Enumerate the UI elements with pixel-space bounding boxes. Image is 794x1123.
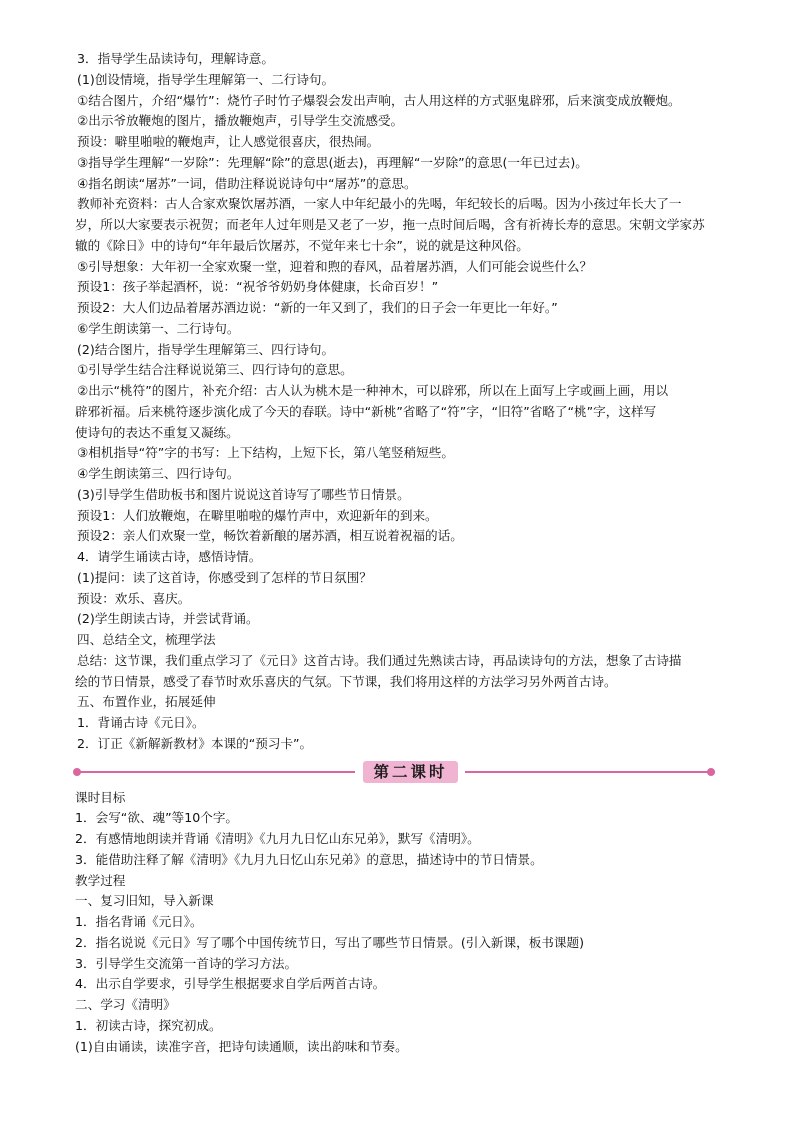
text-line: ⑤引导想象：大年初一全家欢聚一堂，迎着和煦的春风，品着屠苏酒，人们可能会说些什么？: [77, 258, 593, 274]
text-line: ③相机指导“符”字的书写：上下结构，上短下长，第八笔竖稍短些。: [77, 445, 454, 461]
text-line: 2．指名说说《元日》写了哪个中国传统节日，写出了哪些节日情景。(引入新课，板书课题): [75, 934, 584, 950]
text-line: ③指导学生理解“一岁除”：先理解“除”的意思(逝去)，再理解“一岁除”的意思(一年已过去)。: [77, 154, 588, 170]
text-line: 预设：欢乐、喜庆。: [77, 590, 191, 606]
text-line: 3．引导学生交流第一首诗的学习方法。: [75, 955, 298, 971]
text-line: 辟邪祈福。后来桃符逐步演化成了今天的春联。诗中“新桃”省略了“符”字，“旧符”省略了“桃”字，这样写: [75, 403, 657, 419]
text-line: 岁，所以大家要表示祝贺；而老年人过年则是又老了一岁，拖一点时间后喝，含有祈祷长寿的意思。宋朝文学家苏: [75, 217, 705, 232]
text-line: (3)引导学生借助板书和图片说说这首诗写了哪些节日情景。: [77, 486, 410, 502]
text-line: (1)提问：读了这首诗，你感受到了怎样的节日氛围？: [77, 569, 372, 585]
text-line: ②出示爷放鞭炮的图片，播放鞭炮声，引导学生交流感受。: [77, 113, 404, 129]
document-body: [75, 49, 747, 1057]
lesson-part-one: [75, 49, 747, 755]
text-line: 预设2：大人们边品着屠苏酒边说：“新的一年又到了，我们的日子会一年更比一年好。”: [77, 300, 558, 315]
text-line: ⑥学生朗读第一、二行诗句。: [77, 320, 240, 336]
text-line: 2．有感情地朗读并背诵《清明》《九月九日忆山东兄弟》，默写《清明》。: [75, 831, 480, 846]
text-line: 1．背诵古诗《元日》。: [77, 715, 205, 730]
text-line: 1．指名背诵《元日》。: [75, 914, 203, 929]
text-line: ①引导学生结合注释说说第三、四行诗句的意思。: [77, 362, 353, 378]
text-line: 预设：噼里啪啦的鞭炮声，让人感觉很喜庆，很热闹。: [77, 134, 380, 149]
text-line: ②出示“桃符”的图片，补充介绍：古人认为桃木是一种神木，可以辟邪，所以在上面写上字或画上画，用以: [77, 383, 669, 398]
banner-dot-left: [73, 768, 81, 776]
section-heading: 教学过程: [75, 872, 126, 888]
section-heading: 课时目标: [75, 789, 126, 805]
text-line: 总结：这节课，我们重点学习了《元日》这首古诗。我们通过先熟读古诗，再品读诗句的方法，想象了古诗描: [77, 652, 682, 668]
text-line: 3．能借助注释了解《清明》《九月九日忆山东兄弟》的意思，描述诗中的节日情景。: [75, 851, 543, 867]
text-line: 使诗句的表达不重复又凝练。: [75, 424, 239, 440]
banner-rule-left: [75, 771, 355, 773]
text-line: 预设1：孩子举起酒杯，说：“祝爷爷奶奶身体健康，长命百岁！”: [77, 279, 439, 295]
section-banner: [75, 761, 747, 783]
section-heading: 一、复习旧知，导入新课: [75, 893, 214, 909]
text-line: 2．订正《新解新教材》本课的“预习卡”。: [77, 735, 313, 751]
text-line: ①结合图片，介绍“爆竹”：烧竹子时竹子爆裂会发出声响，古人用这样的方式驱鬼辟邪，后来演变成放鞭炮。: [77, 92, 681, 108]
section-title: 第二课时: [363, 761, 458, 783]
section-heading: 二、学习《清明》: [75, 997, 176, 1012]
text-line: 绘的节日情景，感受了春节时欢乐喜庆的气氛。下节课，我们将用这样的方法学习另外两首古诗。: [75, 673, 617, 689]
text-line: ④指名朗读“屠苏”一词，借助注释说说诗句中“屠苏”的意思。: [77, 175, 417, 191]
text-line: 4．请学生诵读古诗，感悟诗情。: [77, 549, 262, 564]
section-heading: 四、总结全文，梳理学法: [77, 632, 216, 647]
section-heading: 五、布置作业，拓展延伸: [77, 694, 216, 710]
text-line: 预设2：亲人们欢聚一堂，畅饮着新酿的屠苏酒，相互说着祝福的话。: [77, 528, 463, 544]
text-line: ④学生朗读第三、四行诗句。: [77, 466, 240, 481]
text-line: (1)自由诵读，读准字音，把诗句读通顺，读出韵味和节奏。: [75, 1038, 408, 1054]
text-line: (1)创设情境，指导学生理解第一、二行诗句。: [77, 71, 335, 87]
banner-dot-right: [707, 768, 715, 776]
text-line: (2)结合图片，指导学生理解第三、四行诗句。: [77, 341, 335, 357]
text-line: 1．会写“欲、魂”等10个字。: [75, 810, 239, 826]
text-line: 预设1：人们放鞭炮，在噼里啪啦的爆竹声中，欢迎新年的到来。: [77, 507, 438, 523]
text-line: (2)学生朗读古诗，并尝试背诵。: [77, 611, 259, 627]
banner-rule-right: [465, 771, 715, 773]
text-line: 1．初读古诗，探究初成。: [75, 1017, 222, 1033]
text-line: 4．出示自学要求，引导学生根据要求自学后两首古诗。: [75, 976, 386, 992]
lesson-part-two: [75, 788, 747, 1058]
text-line: 教师补充资料：古人合家欢聚饮屠苏酒，一家人中年纪最小的先喝，年纪较长的后喝。因为小孩过年长大了一: [77, 196, 682, 212]
text-line: 3．指导学生品读诗句，理解诗意。: [77, 51, 274, 66]
text-line: 辙的《除日》中的诗句“年年最后饮屠苏，不觉年来七十余”，说的就是这种风俗。: [75, 237, 529, 253]
